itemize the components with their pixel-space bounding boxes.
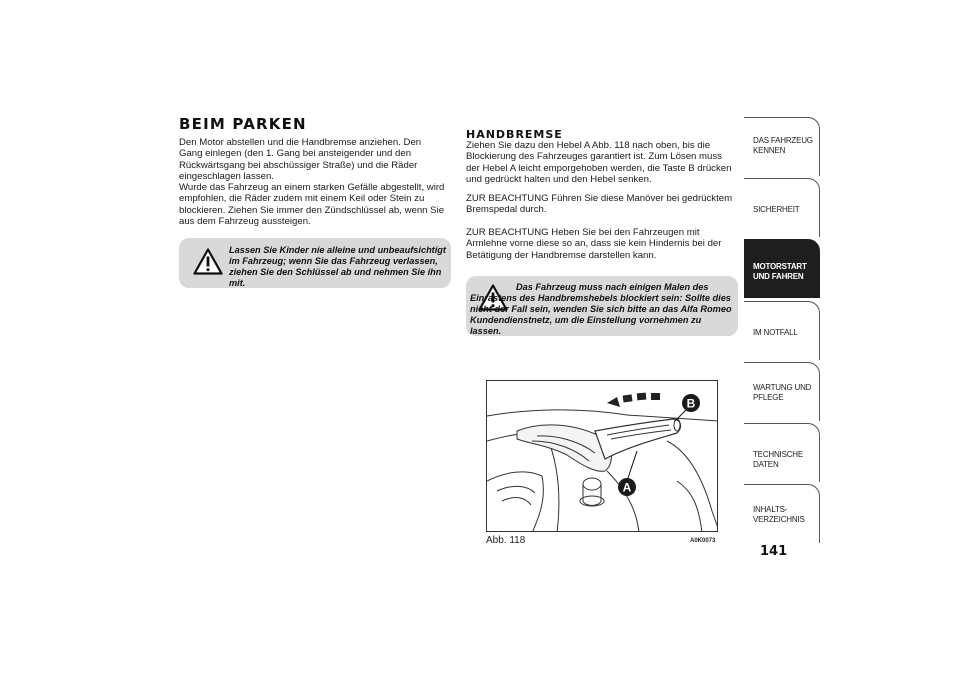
sidebar-tab-im-notfall[interactable] bbox=[744, 301, 820, 360]
warning-text-children: Lassen Sie Kinder nie alleine und unbeaufsichtigt im Fahrzeug; wenn Sie das Fahrzeug verlassen, ziehen Sie den Schlüssel ab und nehmen Sie ihn mit. bbox=[229, 245, 446, 288]
tab-label-line2: UND FAHREN bbox=[753, 271, 804, 281]
label-b: B bbox=[686, 396, 696, 411]
handbrake-illustration bbox=[486, 380, 718, 532]
parken-paragraph-1: Den Motor abstellen und die Handbremse anziehen. Den Gang einlegen (den 1. Gang bei ansteigender und den Rückwärtsgang bei abschüssiger Straße) und die Räder eingeschlagen lassen. bbox=[179, 137, 422, 183]
tab-label-line1: WARTUNG UND bbox=[753, 383, 812, 392]
tab-label-line2: VERZEICHNIS bbox=[753, 514, 805, 524]
sidebar-tab-fahrzeug-kennen[interactable] bbox=[744, 117, 820, 176]
tab-label-line2: KENNEN bbox=[753, 145, 786, 155]
tab-label-line1: INHALTS- bbox=[753, 505, 788, 514]
tab-label-line1: MOTORSTART bbox=[753, 262, 807, 271]
warning-box-handbrake bbox=[466, 276, 738, 336]
sidebar-tab-motorstart[interactable] bbox=[744, 239, 820, 298]
label-a: A bbox=[622, 480, 632, 495]
tab-label-line1: TECHNISCHE DATEN bbox=[753, 450, 804, 469]
tab-label-line1: IM NOTFALL bbox=[753, 328, 798, 337]
parken-paragraph-2: Wurde das Fahrzeug an einem starken Gefälle abgestellt, wird empfohlen, die Räder zudem mit einem Keil oder Stein zu blockieren. Ziehen Sie immer den Zündschlüssel ab, wenn Sie aus dem Fahrzeug aussteigen. bbox=[179, 182, 445, 228]
sidebar-tab-technische-daten[interactable] bbox=[744, 423, 820, 482]
handbremse-paragraph-2: ZUR BEACHTUNG Führen Sie diese Manöver bei gedrücktem Bremspedal durch. bbox=[466, 193, 733, 216]
handbremse-paragraph-3: ZUR BEACHTUNG Heben Sie bei den Fahrzeugen mit Armlehne vorne diese so an, dass sie kein Hindernis bei der Betätigung der Handbremse darstellen kann. bbox=[466, 227, 722, 261]
heading-beim-parken: BEIM PARKEN bbox=[179, 115, 307, 133]
sidebar-tab-wartung[interactable] bbox=[744, 362, 820, 421]
heading-handbremse: HANDBREMSE bbox=[466, 128, 563, 141]
figure-code: A0K0073 bbox=[690, 538, 716, 544]
tab-label-line1: SICHERHEIT bbox=[753, 205, 800, 214]
figure-caption: Abb. 118 bbox=[486, 535, 526, 546]
handbrake-drawing bbox=[487, 381, 718, 532]
handbremse-paragraph-1: Ziehen Sie dazu den Hebel A Abb. 118 nach oben, bis die Blockierung des Fahrzeuges garantiert ist. Zum Lösen muss der Hebel A leicht emporgehoben werden, die Taste B drücken und gedrückt halten und den Hebel senken. bbox=[466, 140, 732, 186]
warning-box-children bbox=[179, 238, 451, 288]
sidebar-tab-sicherheit[interactable] bbox=[744, 178, 820, 237]
tab-label-line1: DAS FAHRZEUG bbox=[753, 136, 813, 145]
warning-text-handbrake: Das Fahrzeug muss nach einigen Malen des Einrastens des Handbremshebels blockiert sein: Sollte dies nicht der Fall sein, wenden Sie sich bitte an das Alfa Romeo Kundendienstnetz, um die Einstellung vornehmen zu lassen. bbox=[470, 282, 732, 336]
page-number: 141 bbox=[760, 544, 788, 559]
sidebar-tab-inhaltsverzeichnis[interactable] bbox=[744, 484, 820, 543]
tab-label-line2: PFLEGE bbox=[753, 392, 784, 402]
warning-triangle-icon bbox=[193, 248, 223, 275]
